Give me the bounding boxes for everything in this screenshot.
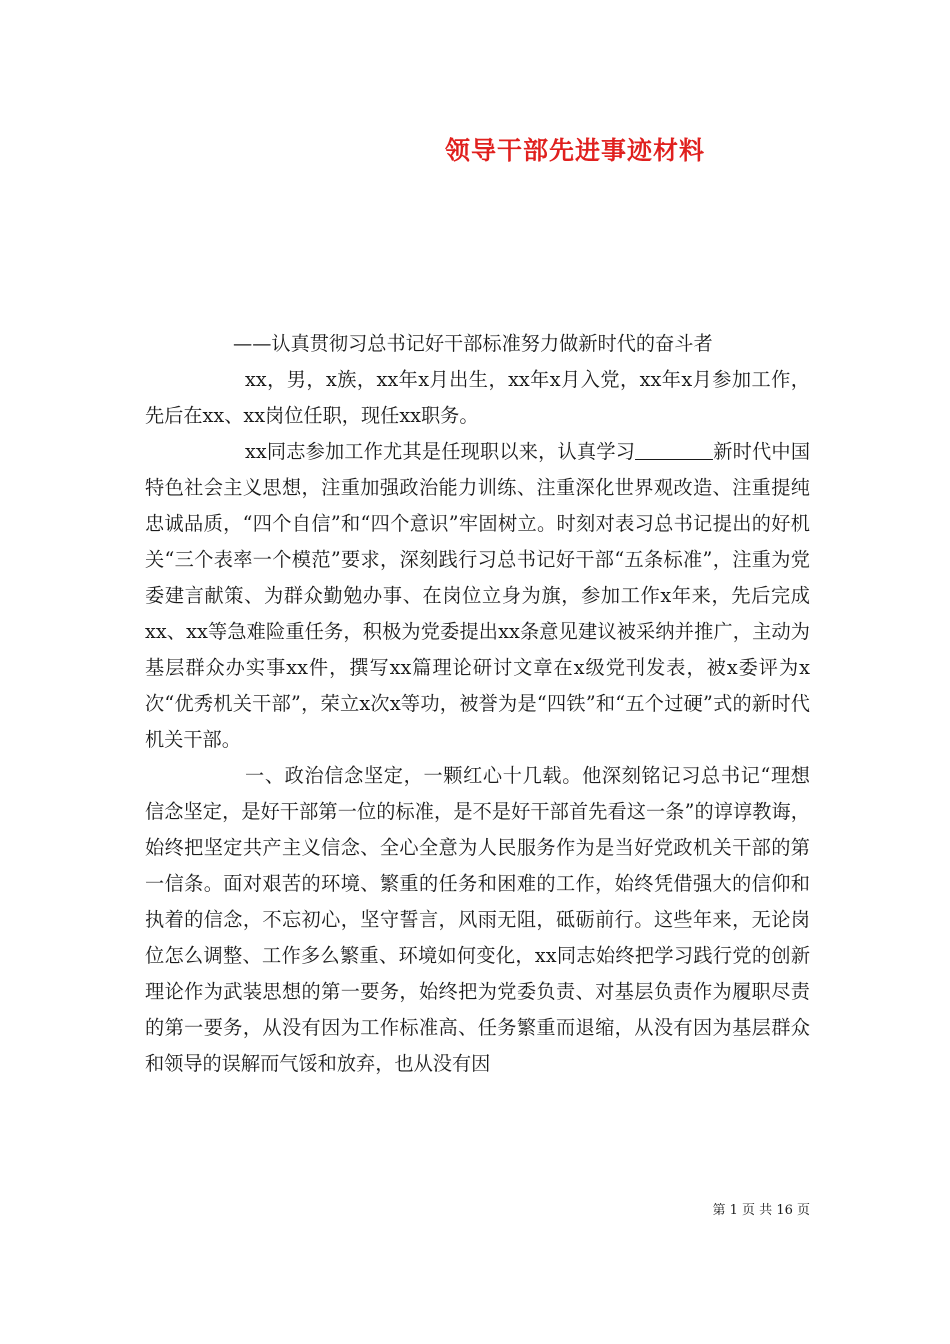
document-body	[145, 326, 810, 1082]
page-number: 第 1 页 共 16 页	[712, 1203, 810, 1218]
paragraph-summary-start: xx同志参加工作尤其是任现职以来，认真学习	[245, 440, 636, 463]
paragraph-summary	[145, 434, 810, 758]
paragraph-profile: xx，男，x族，xx年x月出生，xx年x月入党，xx年x月参加工作，先后在xx、xx岗位任职，现任xx职务。	[145, 368, 810, 427]
paragraph-section-one: 一、政治信念坚定，一颗红心十几载。他深刻铭记习总书记“理想信念坚定，是好干部第一位的标准，是不是好干部首先看这一条”的谆谆教诲，始终把坚定共产主义信念、全心全意为人民服务作为是当好党政机关干部的第一信条。面对艰苦的环境、繁重的任务和困难的工作，始终凭借强大的信仰和执着的信念，不忘初心，坚守誓言，风雨无阻，砥砺前行。这些年来，无论岗位怎么调整、工作多么繁重、环境如何变化，xx同志始终把学习践行党的创新理论作为武装思想的第一要务，始终把为党委负责、对基层负责作为履职尽责的第一要务，从没有因为工作标准高、任务繁重而退缩，从没有因为基层群众和领导的误解而气馁和放弃，也从没有因	[145, 764, 810, 1075]
paragraph-summary-rest: 新时代中国特色社会主义思想，注重加强政治能力训练、注重深化世界观改造、注重提纯忠诚品质，“四个自信”和“四个意识”牢固树立。时刻对表习总书记提出的好机关“三个表率一个模范”要求，深刻践行习总书记好干部“五条标准”，注重为党委建言献策、为群众勤勉办事、在岗位立身为旗，参加工作x年来，先后完成xx、xx等急难险重任务，积极为党委提出xx条意见建议被采纳并推广，主动为基层群众办实事xx件，撰写xx篇理论研讨文章在x级党刊发表，被x委评为x次“优秀机关干部”，荣立x次x等功，被誉为是“四铁”和“五个过硬”式的新时代机关干部。	[145, 440, 810, 751]
document-title: 领导干部先进事迹材料	[444, 136, 705, 165]
document-subtitle: ——认真贯彻习总书记好干部标准努力做新时代的奋斗者	[233, 332, 713, 355]
fill-in-blank	[635, 439, 713, 460]
